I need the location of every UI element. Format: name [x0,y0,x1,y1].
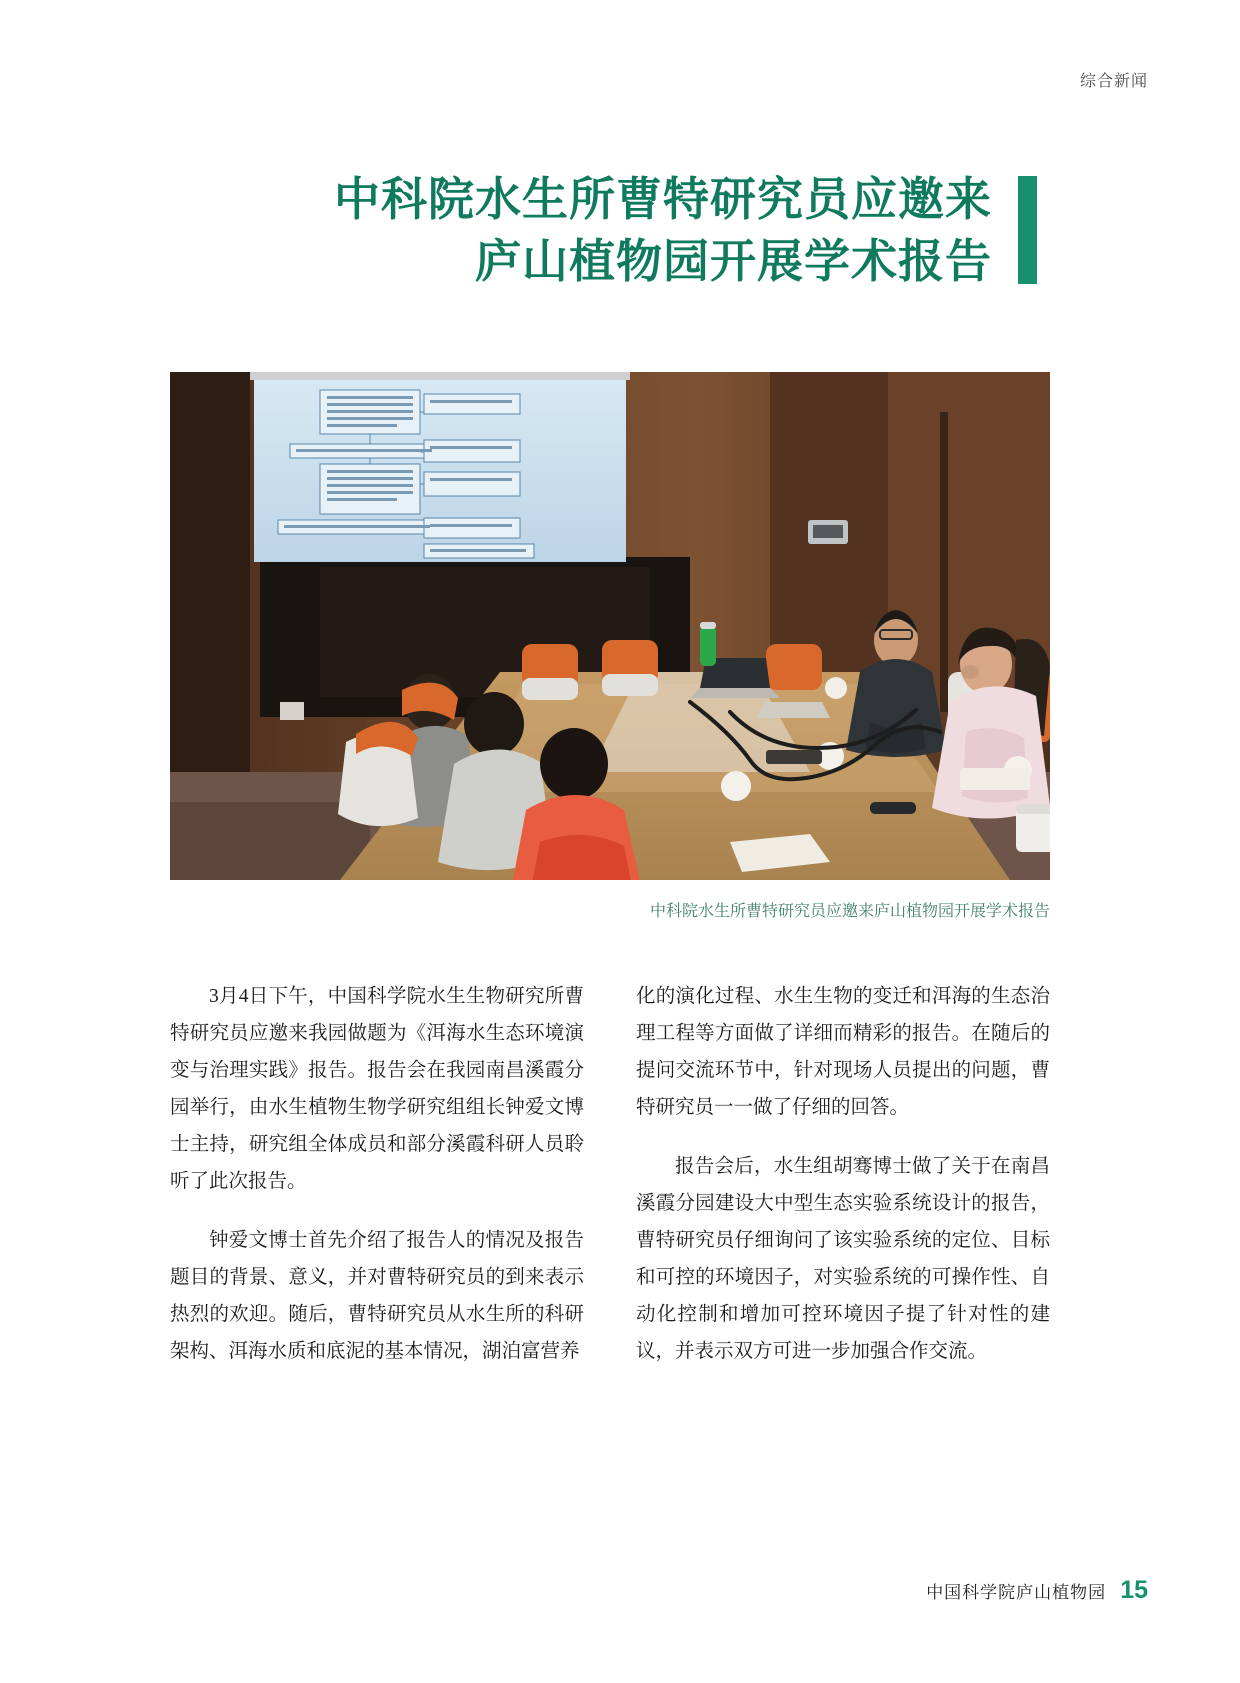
photo-caption: 中科院水生所曹特研究员应邀来庐山植物园开展学术报告 [649,903,1050,920]
title-accent-bar [1018,176,1037,284]
footer-organization: 中国科学院庐山植物园 [926,1583,1107,1602]
article-photo [170,372,1050,880]
paragraph: 3月4日下午，中国科学院水生生物研究所曹特研究员应邀来我园做题为《洱海水生态环境演变与治理实践》报告。报告会在我园南昌溪霞分园举行，由水生植物生物学研究组组长钟爱文博士主持，研究组全体成员和部分溪霞科研人员聆听了此次报告。 [170,986,584,1192]
paragraph: 钟爱文博士首先介绍了报告人的情况及报告题目的背景、意义，并对曹特研究员的到来表示热烈的欢迎。随后，曹特研究员从水生所的科研架构、洱海水质和底泥的基本情况，湖泊富营养 [170,1230,584,1362]
article-body [170,978,1050,1392]
title-line-2: 庐山植物园开展学术报告 [475,235,992,287]
column-right [636,978,1050,1392]
page-title [170,168,1050,292]
section-label: 综合新闻 [1079,73,1148,90]
page-footer [926,1576,1148,1605]
title-line-1: 中科院水生所曹特研究员应邀来 [334,173,992,225]
paragraph: 化的演化过程、水生生物的变迁和洱海的生态治理工程等方面做了详细而精彩的报告。在随后的提问交流环节中，针对现场人员提出的问题，曹特研究员一一做了仔细的回答。 [636,986,1050,1118]
column-left [170,978,584,1392]
page-number: 15 [1120,1576,1148,1604]
paragraph: 报告会后，水生组胡骞博士做了关于在南昌溪霞分园建设大中型生态实验系统设计的报告，曹特研究员仔细询问了该实验系统的定位、目标和可控的环境因子，对实验系统的可操作性、自动化控制和增加可控环境因子提了针对性的建议，并表示双方可进一步加强合作交流。 [636,1156,1050,1362]
